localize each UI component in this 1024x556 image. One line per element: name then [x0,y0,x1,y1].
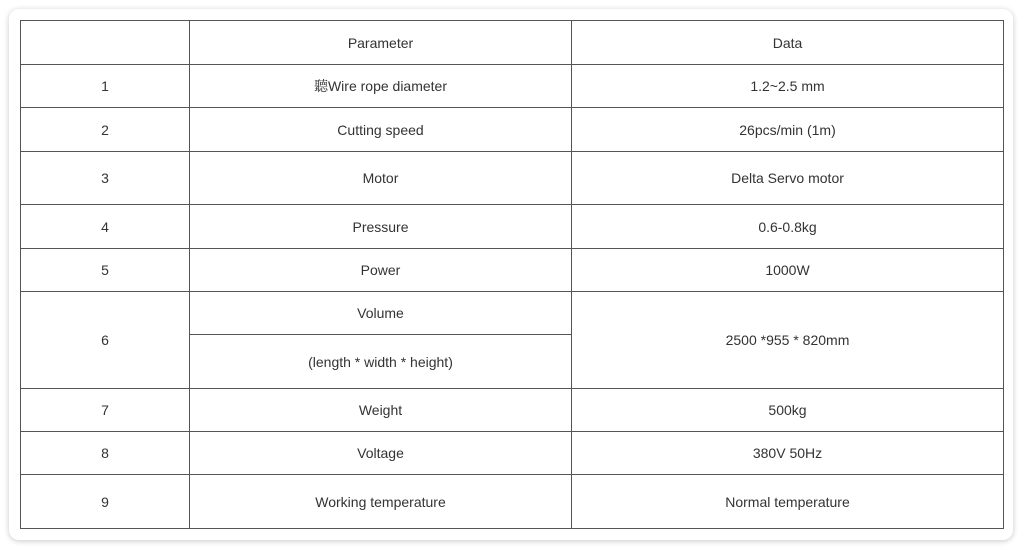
spec-card [9,9,1013,540]
row-number-cell: 9 [21,475,190,529]
data-cell: Normal temperature [572,475,1004,529]
data-cell: Delta Servo motor [572,152,1004,205]
data-cell: 1.2~2.5 mm [572,65,1004,108]
row-number-cell: 1 [21,65,190,108]
parameter-cell: Power [190,249,572,292]
parameter-cell: 聽Wire rope diameter [190,65,572,108]
header-data-cell: Data [572,21,1004,65]
row-number-cell: 5 [21,249,190,292]
table-row [21,292,1004,335]
table-header-row [21,21,1004,65]
header-no-cell [21,21,190,65]
table-row [21,249,1004,292]
table-row [21,65,1004,108]
row-number-cell: 8 [21,432,190,475]
header-parameter-cell: Parameter [190,21,572,65]
row-number-cell: 4 [21,205,190,249]
data-cell: 500kg [572,389,1004,432]
table-row [21,432,1004,475]
data-cell: 380V 50Hz [572,432,1004,475]
parameter-cell-line2: (length * width * height) [190,335,572,389]
row-number-cell: 6 [21,292,190,389]
data-cell: 2500 *955 * 820mm [572,292,1004,389]
table-row [21,152,1004,205]
data-cell: 0.6-0.8kg [572,205,1004,249]
parameter-cell: Weight [190,389,572,432]
row-number-cell: 3 [21,152,190,205]
table-row [21,108,1004,152]
parameter-cell: Volume [190,292,572,335]
table-row [21,389,1004,432]
data-cell: 26pcs/min (1m) [572,108,1004,152]
row-number-cell: 2 [21,108,190,152]
parameter-cell: Cutting speed [190,108,572,152]
table-row [21,475,1004,529]
parameter-cell: Motor [190,152,572,205]
table-row [21,205,1004,249]
data-cell: 1000W [572,249,1004,292]
parameter-cell: Voltage [190,432,572,475]
parameter-cell: Pressure [190,205,572,249]
row-number-cell: 7 [21,389,190,432]
parameter-cell: Working temperature [190,475,572,529]
spec-table [20,20,1004,529]
